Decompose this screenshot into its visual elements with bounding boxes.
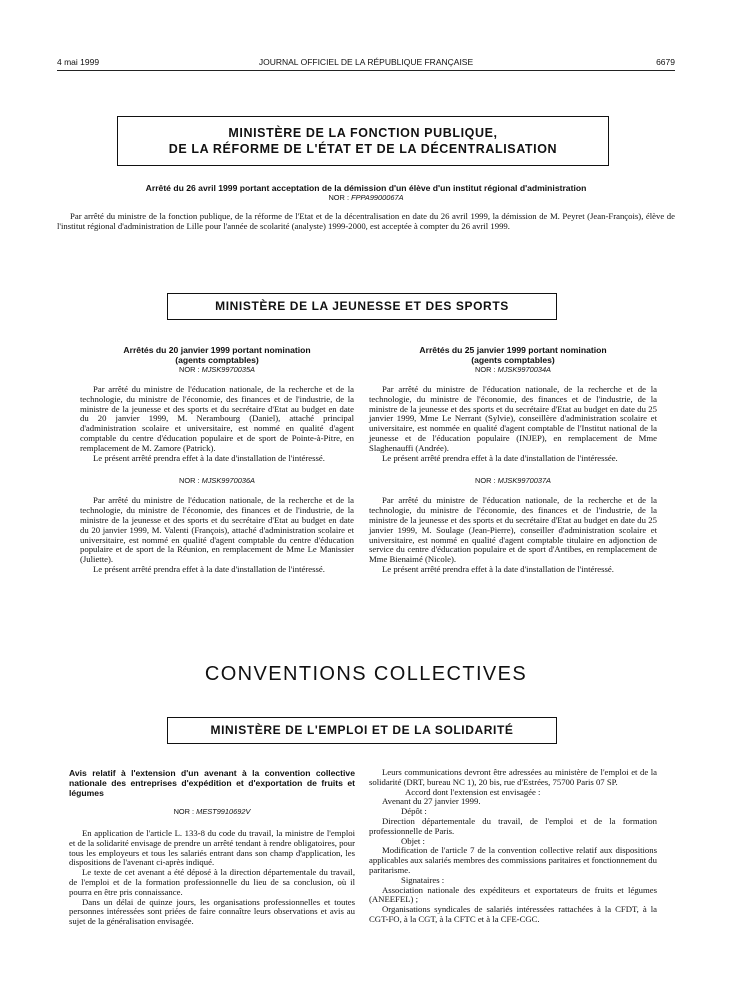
list-label: Objet : <box>401 835 425 846</box>
ministry-fonction-publique-heading <box>117 116 609 166</box>
article-emploi-right <box>369 768 657 925</box>
article-subtitle: (agents comptables) <box>175 355 259 365</box>
paragraph: Par arrêté du ministre de l'éducation nationale, de la recherche et de la technologie, du ministre de l'économie, des finances et de l'industrie, de la ministre de la jeunesse et des sports et du secrétaire d'Etat au budget en date du 25 janvier 1999, Mme Le Nerrant (Sylvie), conseillère d'administration scolaire et universitaire, est nommée en qualité d'agent comptable de l'Institut national de la jeunesse et de l'éducation populaire (INJEP), en remplacement de Mme Slaghenauffi (Andrée). <box>369 384 657 453</box>
paragraph: Par arrêté du ministre de l'éducation nationale, de la recherche et de la technologie, du ministre de l'économie, des finances et de l'industrie, de la ministre de la jeunesse et des sports et du secrétaire d'Etat au budget en date du 25 janvier 1999, M. Soulage (Jean-Pierre), conseiller d'administration scolaire et universitaire, est nommé en qualité d'agent comptable titulaire en adjonction de service du centre d'éducation populaire et de sport d'Antibes, en remplacement de Mme Bienaimé (Nicole). <box>369 495 657 565</box>
article-subtitle: (agents comptables) <box>471 355 555 365</box>
header-rule <box>57 70 675 71</box>
paragraph: Direction départementale du travail, de l'emploi et de la formation professionnelle de Paris. <box>369 815 657 836</box>
article-js-right <box>369 345 657 575</box>
nor-reference: NOR : MEST9910692V <box>173 807 251 816</box>
conventions-collectives-title: CONVENTIONS COLLECTIVES <box>204 663 528 685</box>
paragraph: Avenant du 27 janvier 1999. <box>382 796 481 807</box>
paragraph: En application de l'article L. 133-8 du code du travail, la ministre de l'emploi et de la solidarité envisage de prendre un arrêté tendant à rendre obligatoires, pour tous les employeurs et tous les salariés entrant dans son champ d'application, les dispositions de l'avenant ci-après indiqué. <box>69 828 355 868</box>
nor-reference: NOR : MJSK9970035A <box>178 365 255 374</box>
ministry-title-line1: MINISTÈRE DE LA FONCTION PUBLIQUE, <box>228 126 498 140</box>
paragraph: Par arrêté du ministre de l'éducation nationale, de la recherche et de la technologie, du ministre de l'économie, des finances et de l'industrie, de la ministre de la jeunesse et des sports et du secrétaire d'Etat au budget en date du 20 janvier 1999, M. Nerambourg (Daniel), attaché principal d'administration scolaire et universitaire, est nommé en qualité d'agent comptable du centre d'éducation populaire et de sport de Pointe-à-Pitre, en remplacement de M. Zamore (Patrick). <box>80 384 354 453</box>
nor-reference: NOR : MJSK9970036A <box>178 476 255 486</box>
article-title: Arrêtés du 25 janvier 1999 portant nomination <box>419 345 607 355</box>
paragraph: Organisations syndicales de salariés intéressées rattachées à la CFDT, à la CGT-FO, à la CGT, à la CFTC et à la CFE-CGC. <box>369 904 657 924</box>
paragraph: Leurs communications devront être adressées au ministère de l'emploi et de la solidarité (DRT, bureau NC 1), 20 bis, rue d'Estrées, 75700 Paris 07 SP. <box>369 767 657 787</box>
paragraph: Le présent arrêté prendra effet à la date d'installation de l'intéressé. <box>93 452 325 463</box>
article-title: Arrêté du 26 avril 1999 portant acceptation de la démission d'un élève d'un institut régional d'administration <box>145 183 587 193</box>
paragraph: Le texte de cet avenant a été déposé à la direction départementale du travail, de l'emploi et de la formation professionnelle du lieu de sa conclusion, où il pourra en être pris connaissance. <box>69 867 355 897</box>
article-js-left <box>80 345 354 575</box>
nor-reference: NOR : MJSK9970034A <box>474 365 551 374</box>
article-body: Par arrêté du ministre de la fonction publique, de la réforme de l'Etat et de la décentralisation en date du 26 avril 1999, la démission de M. Peyret (Jean-François), élève de l'institut régional d'administration de Lille pour l'année de scolarité (analyste) 1999-2000, est acceptée à compter du 26 avril 1999. <box>57 211 675 231</box>
article-emploi-left <box>69 768 355 927</box>
running-header <box>57 57 675 69</box>
ministry-jeunesse-sports-heading: MINISTÈRE DE LA JEUNESSE ET DES SPORTS <box>167 293 557 320</box>
paragraph: Modification de l'article 7 de la convention collective relatif aux dispositions applicables aux salariés membres des commissions paritaires et fonctionnement du paritarisme. <box>369 845 657 875</box>
paragraph: Dans un délai de quinze jours, les organisations professionnelles et toutes personnes intéressées sont priées de faire connaître leurs observations et avis au sujet de la généralisation envisagée. <box>69 896 355 927</box>
article-title: Arrêtés du 20 janvier 1999 portant nomination <box>123 345 311 355</box>
nor-reference: NOR : FPPA9900067A <box>328 193 404 202</box>
article-title: Avis relatif à l'extension d'un avenant à la convention collective nationale des entreprises d'expédition et d'exportation de fruits et légumes <box>69 768 355 798</box>
ministry-title-line2: DE LA RÉFORME DE L'ÉTAT ET DE LA DÉCENTRALISATION <box>168 142 558 156</box>
journal-title: JOURNAL OFFICIEL DE LA RÉPUBLIQUE FRANÇAISE <box>258 57 474 67</box>
list-label: Accord dont l'extension est envisagée : <box>405 786 541 797</box>
nor-reference: NOR : MJSK9970037A <box>474 476 551 486</box>
ministry-emploi-heading: MINISTÈRE DE L'EMPLOI ET DE LA SOLIDARITÉ <box>167 717 557 744</box>
paragraph: Le présent arrêté prendra effet à la date d'installation de l'intéressée. <box>382 452 618 463</box>
list-label: Signataires : <box>401 874 445 885</box>
paragraph: Association nationale des expéditeurs et exportateurs de fruits et légumes (ANEEFEL) ; <box>369 884 657 905</box>
paragraph: Par arrêté du ministre de l'éducation nationale, de la recherche et de la technologie, du ministre de l'économie, des finances et de l'industrie, de la ministre de la jeunesse et des sports et du secrétaire d'Etat au budget en date du 20 janvier 1999, M. Valenti (François), attaché d'administration scolaire et universitaire, est nommé en qualité d'agent comptable du centre d'éducation populaire et de sport de la Réunion, en remplacement de Mme Le Manissier (Juliette). <box>80 495 354 565</box>
page-number: 6679 <box>656 57 675 67</box>
list-label: Dépôt : <box>401 806 427 817</box>
article-fp <box>57 183 675 232</box>
paragraph: Le présent arrêté prendra effet à la date d'installation de l'intéressé. <box>93 563 325 574</box>
issue-date: 4 mai 1999 <box>57 57 100 67</box>
paragraph: Le présent arrêté prendra effet à la date d'installation de l'intéressé. <box>382 563 614 574</box>
